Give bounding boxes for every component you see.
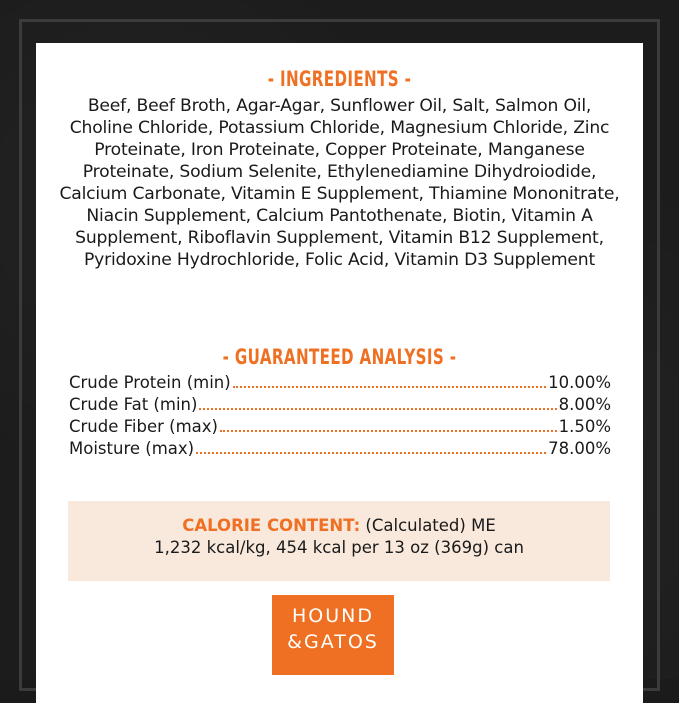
calorie-values: 1,232 kcal/kg, 454 kcal per 13 oz (369g) can — [154, 538, 524, 557]
logo-line1: HOUND — [292, 605, 374, 627]
analysis-heading: - GUARANTEED ANALYSIS - — [222, 345, 457, 369]
logo-line2: &GATOS — [287, 631, 379, 653]
info-panel — [36, 43, 643, 703]
analysis-label: Moisture (max) — [69, 439, 195, 458]
analysis-value: 78.00% — [548, 439, 611, 458]
analysis-row — [69, 417, 611, 439]
analysis-row — [69, 395, 611, 417]
calorie-label: CALORIE CONTENT: — [182, 516, 361, 535]
calorie-method: (Calculated) ME — [360, 516, 496, 535]
analysis-value: 8.00% — [558, 395, 611, 414]
calorie-content-box — [68, 501, 610, 581]
brand-logo — [272, 595, 394, 675]
dot-leader — [233, 386, 546, 388]
analysis-label: Crude Protein (min) — [69, 373, 231, 392]
analysis-label: Crude Fiber (max) — [69, 417, 218, 436]
dot-leader — [220, 430, 557, 432]
analysis-label: Crude Fat (min) — [69, 395, 198, 414]
analysis-row — [69, 373, 611, 395]
dot-leader — [199, 408, 556, 410]
analysis-table — [69, 373, 611, 461]
dot-leader — [196, 452, 546, 454]
calorie-text — [68, 515, 610, 559]
analysis-row — [69, 439, 611, 461]
analysis-value: 10.00% — [548, 373, 611, 392]
ingredients-heading: - INGREDIENTS - — [267, 67, 412, 91]
ingredients-list: Beef, Beef Broth, Agar-Agar, Sunflower Oil, Salt, Salmon Oil, Choline Chloride, Potassium Chloride, Magnesium Chloride, Zinc Proteinate, Iron Proteinate, Copper Proteinate, Manganese Proteinate, Sodium Selenite, Ethylenediamine Dihydroiodide, Calcium Carbonate, Vitamin E Supplement, Thiamine Mononitrate, Niacin Supplement, Calcium Pantothenate, Biotin, Vitamin A Supplement, Riboflavin Supplement, Vitamin B12 Supplement, Pyridoxine Hydrochloride, Folic Acid, Vitamin D3 Supplement — [59, 96, 620, 270]
analysis-value: 1.50% — [558, 417, 611, 436]
